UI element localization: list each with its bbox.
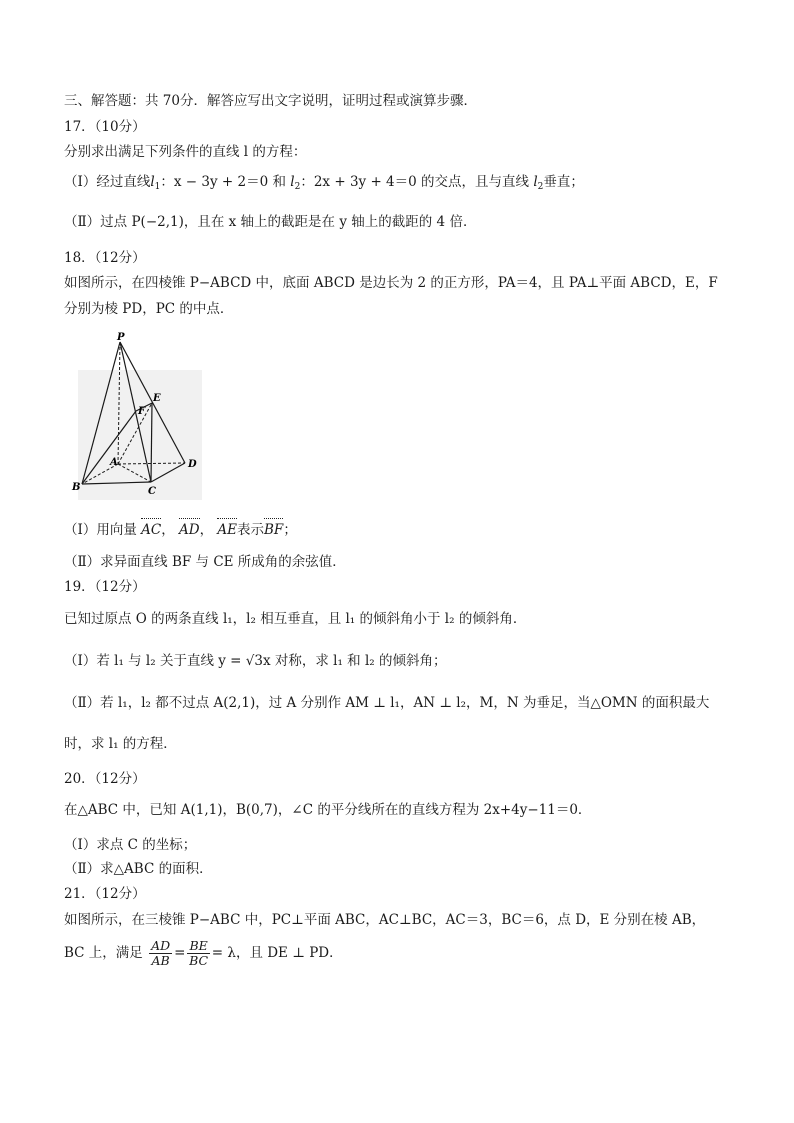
q21-stem-suffix: = λ，且 DE ⊥ PD．: [211, 945, 343, 961]
q19-part2-line1: （Ⅱ）若 l₁，l₂ 都不过点 A(2,1)，过 A 分别作 AM ⊥ l₁，AN ⊥ l₂，M，N 为垂足，当△OMN 的面积最大: [64, 695, 710, 711]
q17-part1-c: ：2x + 3y + 4＝0 的交点，且与直线: [300, 174, 530, 190]
q21-stem-prefix: BC 上，满足: [64, 945, 143, 961]
edge-CD: [151, 463, 185, 482]
q18-part1-end: ；: [283, 522, 297, 538]
vector-AE: AE: [217, 522, 238, 538]
q17-stem: 分别求出满足下列条件的直线 l 的方程：: [64, 144, 307, 160]
q20-stem: 在△ABC 中，已知 A(1,1)，B(0,7)，∠C 的平分线所在的直线方程为 2x+4y−11＝0．: [64, 802, 592, 818]
edge-BC: [82, 482, 151, 484]
q17-part1-d: 垂直；: [543, 174, 584, 190]
q20-part1: （Ⅰ）求点 C 的坐标；: [64, 837, 197, 853]
label-A: A: [110, 457, 118, 468]
segment-AC: [118, 464, 151, 482]
q20-number: 20．（12分）: [64, 771, 146, 787]
label-C: C: [148, 486, 156, 497]
q17-part2: （Ⅱ）过点 P(−2,1)，且在 x 轴上的截距是在 y 轴上的截距的 4 倍．: [64, 214, 477, 230]
fraction-AD-AB-denominator: AB: [151, 953, 170, 968]
vector-BF: BF: [264, 522, 284, 538]
q18-stem-line1: 如图所示，在四棱锥 P−ABCD 中，底面 ABCD 是边长为 2 的正方形，PA＝4，且 PA⊥平面 ABCD，E，F: [64, 275, 718, 291]
q17-part1-b: ：x − 3y + 2＝0 和: [160, 174, 286, 190]
q18-part1: （Ⅰ）用向量 AC， AD， AE表示BF；: [64, 522, 297, 538]
vector-AD: AD: [179, 522, 200, 538]
fraction-BE-BC: [187, 939, 209, 968]
fraction-AD-AB-numerator: AD: [151, 938, 171, 953]
fraction-AD-AB: [149, 939, 172, 968]
q19-stem: 已知过原点 O 的两条直线 l₁，l₂ 相互垂直，且 l₁ 的倾斜角小于 l₂ 的倾斜角．: [64, 611, 527, 627]
pyramid-diagram: [64, 330, 204, 502]
q21-equals: =: [174, 945, 186, 961]
q18-part1-mid: 表示: [237, 522, 265, 538]
segment-BF: [82, 411, 136, 484]
q21-stem-line2: [64, 936, 343, 970]
edge-PA: [118, 342, 120, 464]
q18-number: 18．（12分）: [64, 250, 146, 266]
fraction-BE-BC-numerator: BE: [189, 938, 208, 953]
segment-CE: [151, 403, 152, 482]
pyramid-figure: [64, 330, 204, 502]
label-E: E: [153, 393, 161, 404]
label-P: P: [117, 332, 125, 343]
q20-part2: （Ⅱ）求△ABC 的面积．: [64, 861, 213, 877]
label-B: B: [72, 482, 81, 493]
fraction-BE-BC-denominator: BC: [189, 953, 209, 968]
label-F: F: [138, 406, 146, 417]
q17-number: 17．（10分）: [64, 119, 146, 135]
q19-number: 19．（12分）: [64, 579, 146, 595]
q19-part2-line2: 时，求 l₁ 的方程．: [64, 736, 177, 752]
q18-stem-line2: 分别为棱 PD，PC 的中点．: [64, 301, 234, 317]
q21-number: 21．（12分）: [64, 886, 146, 902]
q17-part1: （Ⅰ）经过直线$l_1$：x − 3y + 2＝0 和 $l_2$：2x + 3y + 4＝0 的交点，且与直线 $l_2$垂直；: [64, 174, 584, 192]
q21-stem-line1: 如图所示，在三棱锥 P−ABC 中，PC⊥平面 ABC，AC⊥BC，AC＝3，BC＝6，点 D，E 分别在棱 AB，: [64, 912, 706, 928]
section-header: 三、解答题：共 70分．解答应写出文字说明，证明过程或演算步骤．: [64, 93, 477, 109]
vector-AC: AC: [141, 522, 162, 538]
q18-part2: （Ⅱ）求异面直线 BF 与 CE 所成角的余弦值．: [64, 554, 346, 570]
q19-part1: （Ⅰ）若 l₁ 与 l₂ 关于直线 y = √3x 对称，求 l₁ 和 l₂ 的倾斜角；: [64, 653, 447, 669]
q17-part1-a: （Ⅰ）经过直线: [64, 174, 151, 190]
q18-part1-prefix: （Ⅰ）用向量: [64, 522, 137, 538]
label-D: D: [188, 459, 197, 470]
